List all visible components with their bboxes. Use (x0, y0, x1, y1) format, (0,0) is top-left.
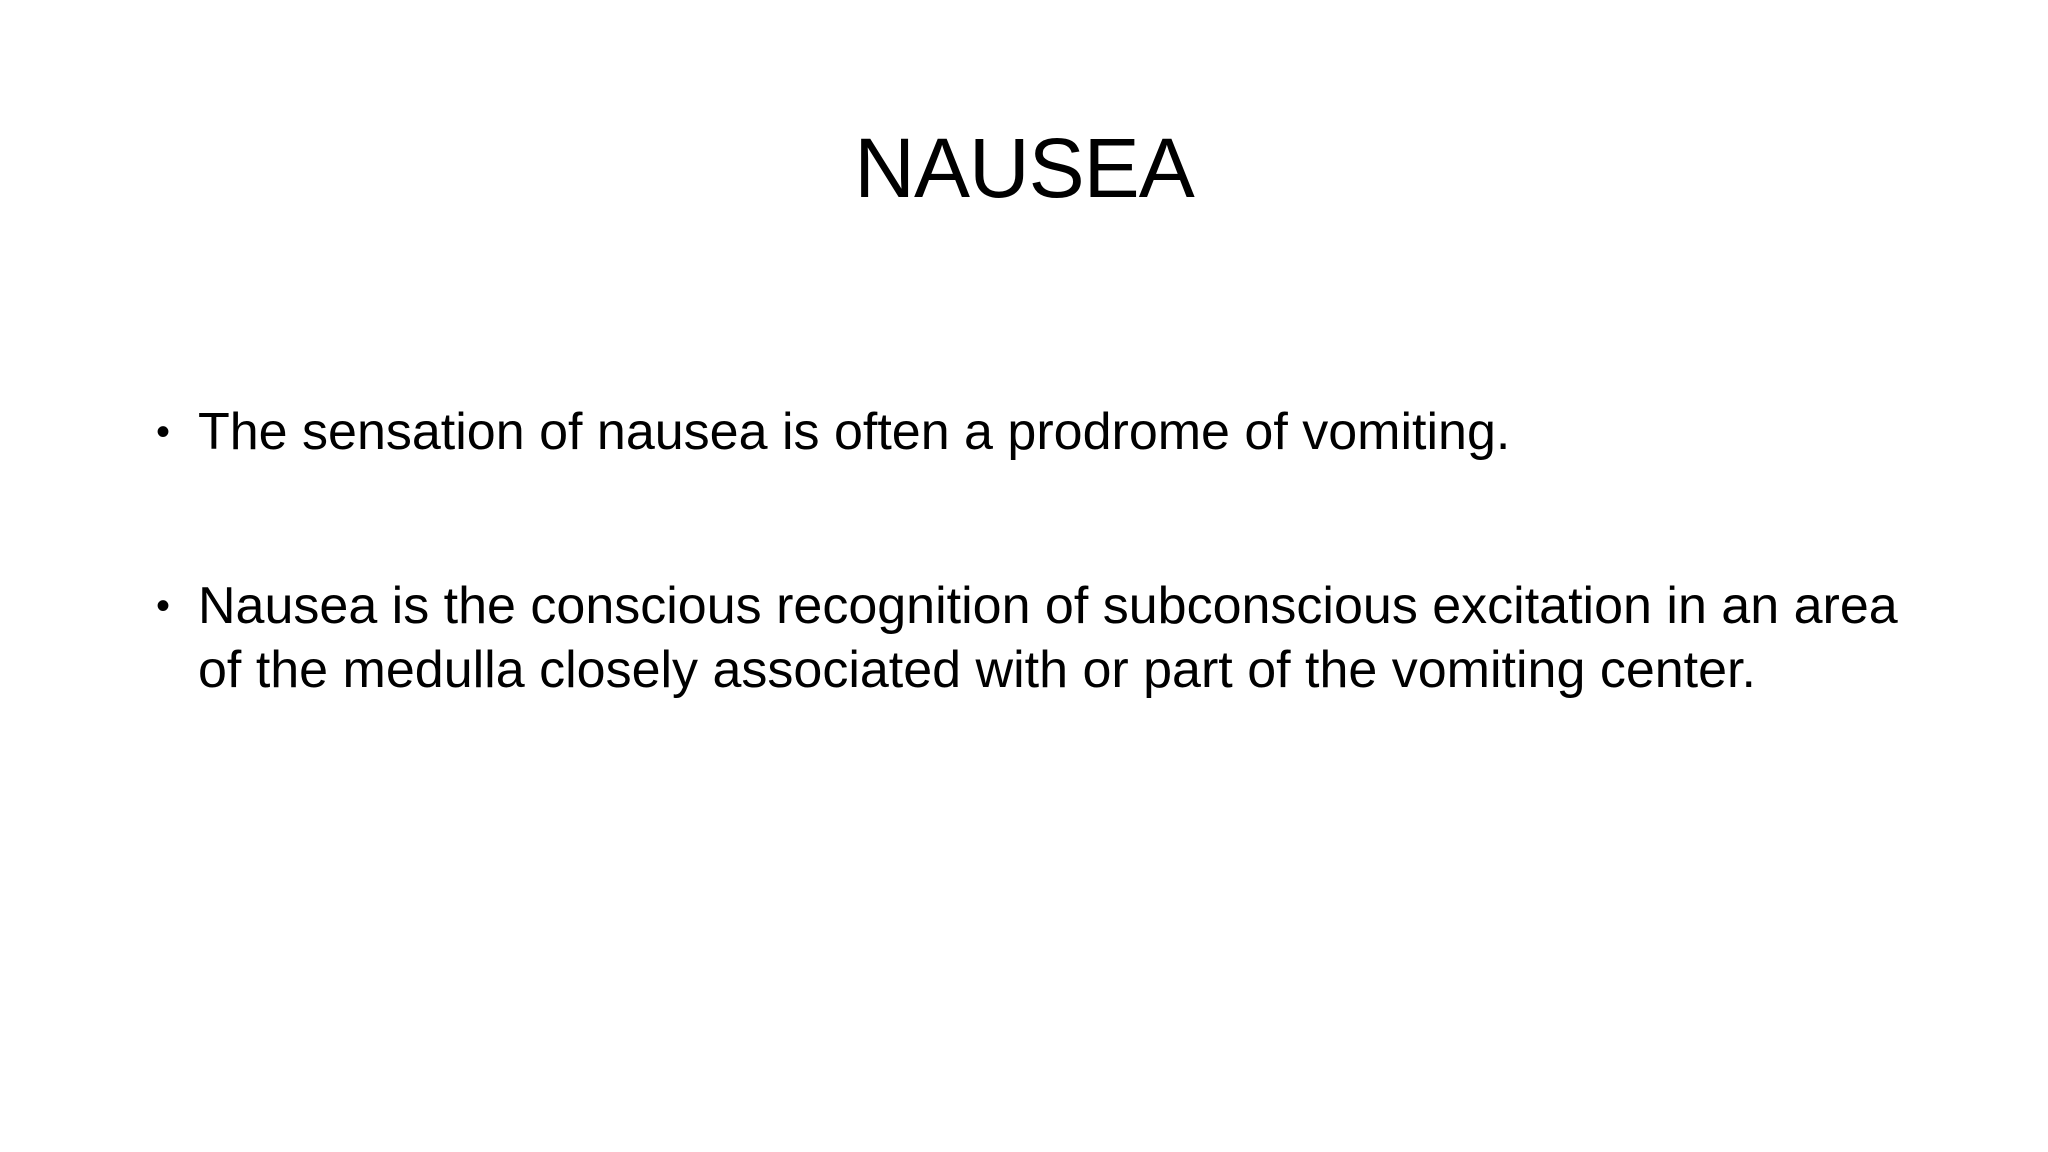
bullet-marker: • (156, 410, 171, 454)
bullet-item (150, 574, 1910, 702)
bullet-item (150, 400, 1910, 464)
bullet-text: Nausea is the conscious recognition of subconscious excitation in an area of the medulla closely associated with or part of the vomiting center. (198, 577, 1898, 699)
bullet-text: The sensation of nausea is often a prodrome of vomiting. (198, 403, 1511, 461)
slide-title: NAUSEA (854, 121, 1194, 215)
bullet-list (150, 400, 1910, 812)
bullet-marker: • (156, 584, 171, 628)
